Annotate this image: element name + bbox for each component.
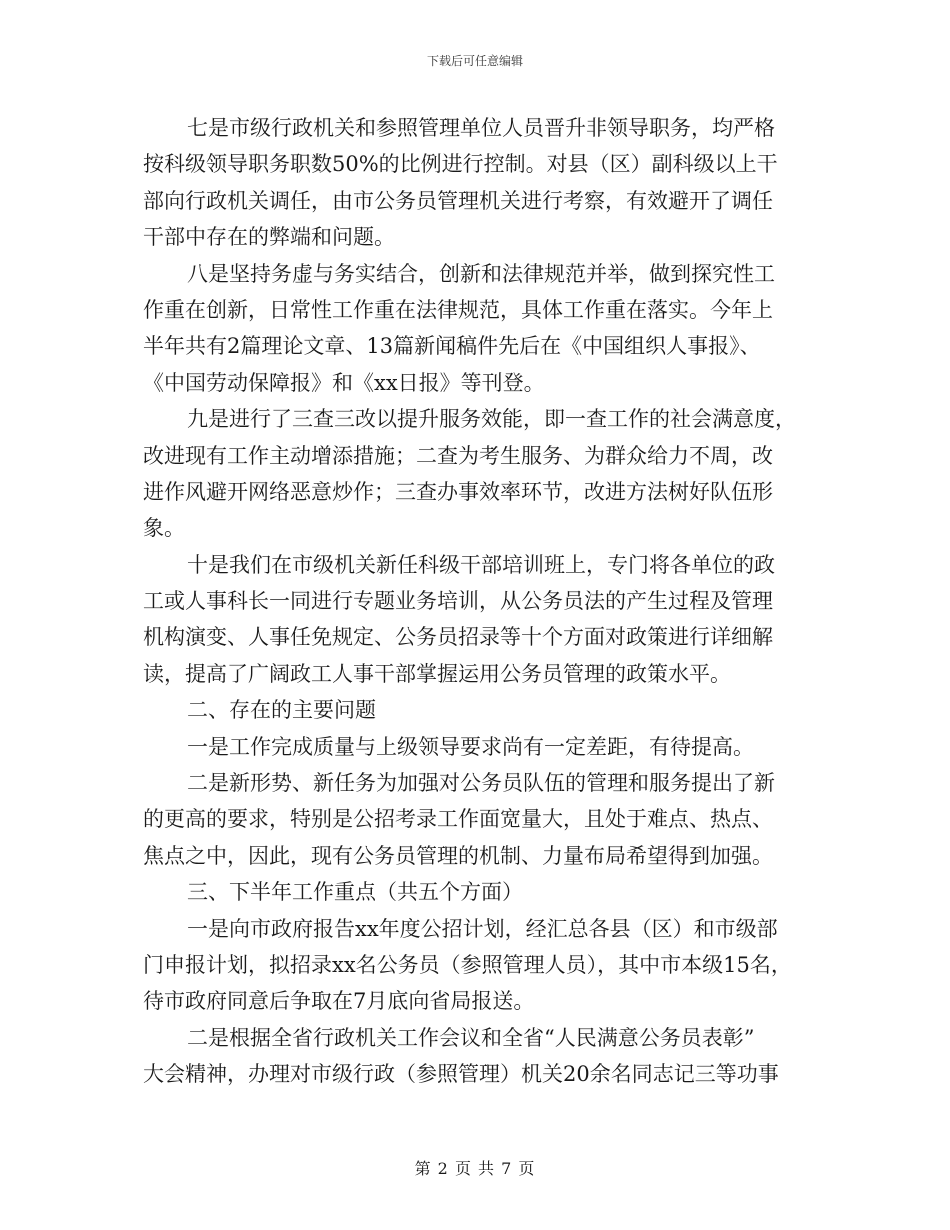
- page-number-footer: 第 2 页 共 7 页: [414, 1159, 536, 1178]
- text-line: 二、存在的主要问题: [187, 698, 376, 723]
- text-line: 待市政府同意后争取在7月底向省局报送。: [143, 989, 535, 1014]
- text-line: 部向行政机关调任，由市公务员管理机关进行考察，有效避开了调任: [143, 188, 773, 213]
- text-line: 三、下半年工作重点（共五个方面）: [187, 880, 523, 905]
- text-line: 七是市级行政机关和参照管理单位人员晋升非领导职务，均严格: [187, 116, 775, 140]
- header-note: 下载后可任意编辑: [426, 54, 523, 68]
- text-line: 二是新形势、新任务为加强对公务员队伍的管理和服务提出了新: [187, 771, 775, 796]
- text-line: 干部中存在的弊端和问题。: [143, 225, 395, 250]
- text-line: 按科级领导职务职数50%的比例进行控制。对县（区）副科级以上干: [143, 152, 778, 177]
- text-line: 半年共有2篇理论文章、13篇新闻稿件先后在《中国组织人事报》、: [143, 334, 761, 359]
- text-line: 大会精神，办理对市级行政（参照管理）机关20余名同志记三等功事: [143, 1062, 779, 1087]
- text-line: 的更高的要求，特别是公招考录工作面宽量大，且处于难点、热点、: [143, 807, 773, 832]
- text-line: 门申报计划，拟招录xx名公务员（参照管理人员），其中市本级15名，: [143, 952, 792, 977]
- text-line: 改进现有工作主动增添措施；二查为考生服务、为群众给力不周，改: [143, 443, 773, 468]
- text-line: 焦点之中，因此，现有公务员管理的机制、力量布局希望得到加强。: [143, 843, 773, 868]
- text-line: 十是我们在市级机关新任科级干部培训班上，专门将各单位的政: [187, 552, 775, 577]
- text-line: 作重在创新，日常性工作重在法律规范，具体工作重在落实。今年上: [143, 297, 773, 322]
- text-line: 八是坚持务虚与务实结合，创新和法律规范并举，做到探究性工: [187, 261, 775, 286]
- text-line: 一是工作完成质量与上级领导要求尚有一定差距，有待提高。: [187, 734, 754, 759]
- text-line: 工或人事科长一同进行专题业务培训，从公务员法的产生过程及管理: [143, 589, 773, 614]
- text-line: 九是进行了三查三改以提升服务效能，即一查工作的社会满意度，: [187, 407, 796, 432]
- text-line: 《中国劳动保障报》和《xx日报》等刊登。: [143, 370, 545, 395]
- text-line: 进作风避开网络恶意炒作；三查办事效率环节，改进方法树好队伍形: [143, 479, 773, 504]
- text-line: 读，提高了广阔政工人事干部掌握运用公务员管理的政策水平。: [143, 661, 731, 686]
- text-line: 一是向市政府报告xx年度公招计划，经汇总各县（区）和市级部: [187, 916, 778, 941]
- document-body: [143, 110, 808, 1093]
- text-line: 二是根据全省行政机关工作会议和全省“人民满意公务员表彰”: [187, 1025, 755, 1050]
- text-line: 机构演变、人事任免规定、公务员招录等十个方面对政策进行详细解: [143, 625, 773, 650]
- text-line: 象。: [143, 516, 185, 541]
